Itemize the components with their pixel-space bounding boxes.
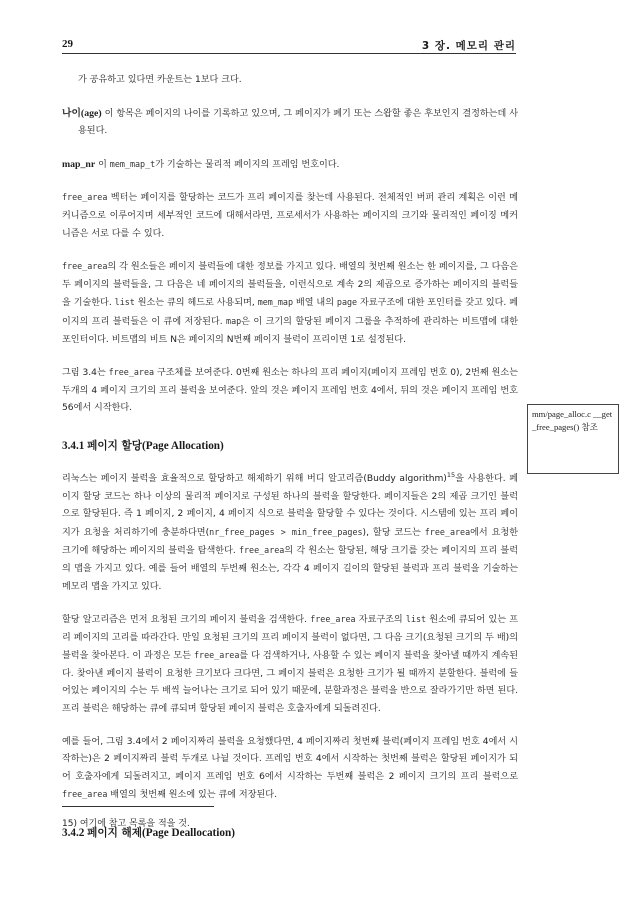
text-span: 을 사용한다. 페이지 할당 코드는 하나 이상의 물리적 페이지로 구성된 하나의 블럭을 할당한다. 페이지들은 2의 제곱 크기인 블럭으로 할당된다. 즉 1 페이지, 2 페이지, 4 페이지 식으로 블럭을 할당할 수 있다는 것이다. 시스템에 있는 프리 페이지가 요청을 처리하기에 충분하다면( [62,473,518,538]
text-span: 가 기술하는 물리적 페이지의 프레임 번호이다. [155,159,340,170]
footnote-rule [62,806,214,807]
footnote-reference: 15 [446,470,456,479]
text-span: 벡터는 페이지를 할당하는 코드가 프리 페이지를 찾는데 사용된다. 전체적인 버퍼 관리 계획은 이런 메커니즘으로 이루어지며 세부적인 코드에 대해서라면, 프로세서가 사용하는 페이지의 크기와 물리적인 페이징 메커니즘은 서로 다를 수 있다. [62,193,518,239]
text-span: 자료구조에 대한 포인터를 갖고 있다. 페이지의 프리 블럭들은 이 큐에 저장된다. [62,298,519,327]
paragraph-continuation: 가 공유하고 있다면 카운트는 1보다 크다. [78,75,242,85]
page-number: 29 [62,38,73,50]
margin-note: mm/page_alloc.c __get_free_pages() 참조 [527,404,619,474]
paragraph-free-area-elements [62,258,518,349]
text-span: 원소는 큐의 헤드로 사용되며, [134,298,258,309]
text-span: 은 이 크기의 할당된 페이지 그룹을 추적하에 관리하는 비트맵에 대한 포인터이다. 비트맵의 비트 N은 페이지의 N번째 페이지 블럭이 프리이면 1로 설정된다. [62,316,519,345]
text-span: 리눅스는 페이지 블럭을 효율적으로 할당하고 해제하기 위해 버디 알고리즘(Buddy algorithm) [62,473,447,484]
code-span: map [226,315,242,326]
paragraph-age [62,105,518,141]
text-span: 의 각 원소들은 페이지 블럭들에 대한 정보를 가지고 있다. 배열의 첫번째 원소는 한 페이지를, 그 다음은 두 페이지의 블럭들을, 그 다음은 네 페이지의 블럭들을, 이런식으로 계속 2의 제곱으로 증가하는 페이지의 블럭들을 기술한다. [62,262,518,309]
section-heading-page-allocation [62,438,518,453]
chapter-title: 3 장. 메모리 관리 [421,40,516,52]
code-span: page [336,297,358,308]
code-span: list [405,614,427,625]
text-span: 이 [95,159,110,170]
term-map-nr: map_nr [62,158,96,170]
text-span: 예를 들어, 그림 3.4에서 2 페이지짜리 블럭을 요청했다면, 4 페이지짜리 첫번째 블럭(페이지 프레임 번호 4에서 시작하는)은 2 페이지짜리 블럭 두개로 나뉠 것이다. 프레임 번호 4에서 시작하는 첫번째 블럭은 할당된 페이지가 되어 호출자에게 되돌려지고, 페이지 프레임 번호 6에서 시작하는 두번째 블럭은 2 페이지 크기의 프리 블럭으로 [62,736,518,782]
text-span: 할당 알고리즘은 먼저 요청된 크기의 페이지 블럭을 검색한다. [62,615,311,626]
age-description: 이 항목은 페이지의 나이를 기록하고 있으며, 그 페이지가 폐기 또는 스왑할 좋은 후보인지 결정하는데 사용된다. [78,108,518,137]
text-span: ), 할당 코드는 [362,527,425,538]
header-rule [62,53,516,54]
page-header [62,34,516,54]
paragraph-allocation-algorithm [62,611,518,719]
code-span: nr_free_pages > min_free_pages [209,526,363,537]
paragraph-example [62,734,518,805]
code-span: free_area [62,261,108,272]
code-span: free_area [62,192,108,203]
text-span: 배열의 첫번째 원소에 있는 큐에 저장된다. [107,790,277,801]
code-span: mem_map [257,297,294,308]
paragraph-free-area-vector [62,189,518,243]
code-span: free_area [62,789,108,800]
code-span: mem_map_t [109,158,156,169]
term-age: 나이(age) [62,107,102,119]
section-title-korean: 페이지 해제 [87,827,143,840]
text-span: 를 다 검색하거나, 사용할 수 있는 페이지 블럭을 찾아낼 때까지 계속된다. 찾아낸 페이지 블럭이 요청한 크기보다 크다면, 그 페이지 블럭은 요청한 크기가 될 때까지 분할한다. 블럭에 들어있는 페이지의 수는 두 배씩 늘어나는 크기로 되어 있기 때문에, 분할과정은 블럭을 반으로 잘라가기만 하면 된다. 프리 블럭은 해당하는 큐에 큐되며 할당된 페이지 블럭은 호출자에게 되돌려진다. [62,651,519,715]
footnote: 15) 여기에 참고 목록을 적을 것. [62,819,190,829]
code-span: free_area [310,614,356,625]
section-number: 3.4.1 [62,439,85,452]
text-span: 배열 내의 [293,298,337,309]
code-span: free_area [424,526,471,537]
code-span: free_area [108,367,155,378]
code-span: list [114,297,135,308]
code-span: free_area [238,545,285,556]
text-span: 자료구조의 [355,615,406,626]
text-span: 에서 요청한 크기에 해당하는 페이지의 블럭을 탐색한다. [62,527,518,557]
paragraph-buddy-algorithm [62,467,518,596]
paragraph-map-nr [62,156,518,175]
section-title-english: (Page Deallocation) [142,827,235,840]
text-span: 그림 3.4는 [62,368,109,379]
code-span: free_area [193,650,240,661]
section-number: 3.4.2 [62,827,85,840]
text-span: 구조체를 보여준다. 0번째 원소는 하나의 프리 페이지(페이지 프레임 번호 0), 2번째 원소는 두개의 4 페이지 크기의 프리 블럭을 보여준다. 앞의 것은 페이지 프레임 번호 4에서, 뒤의 것은 페이지 프레임 번호 56에서 시작한다. [62,368,518,414]
section-title-english: (Page Allocation) [142,439,224,452]
paragraph-figure-3-4 [62,364,518,418]
section-title-korean: 페이지 할당 [87,439,143,452]
text-span: 원소에 큐되어 있는 프리 페이지의 고리를 따라간다. 만일 요청된 크기의 프리 페이지 블럭이 없다면, 그 다음 크기(요청된 크기의 두 배)의 블럭을 찾아본다. 이 과정은 모든 [62,615,518,662]
text-span: 의 각 원소는 할당된, 해당 크기를 갖는 페이지의 프리 블럭의 맵을 가지고 있다. 예를 들어 배열의 두번째 원소는, 각각 4 페이지 길이의 할당된 블럭과 프리 블럭을 기술하는 메모리 맵을 가지고 있다. [62,546,519,592]
body-text [62,72,518,854]
